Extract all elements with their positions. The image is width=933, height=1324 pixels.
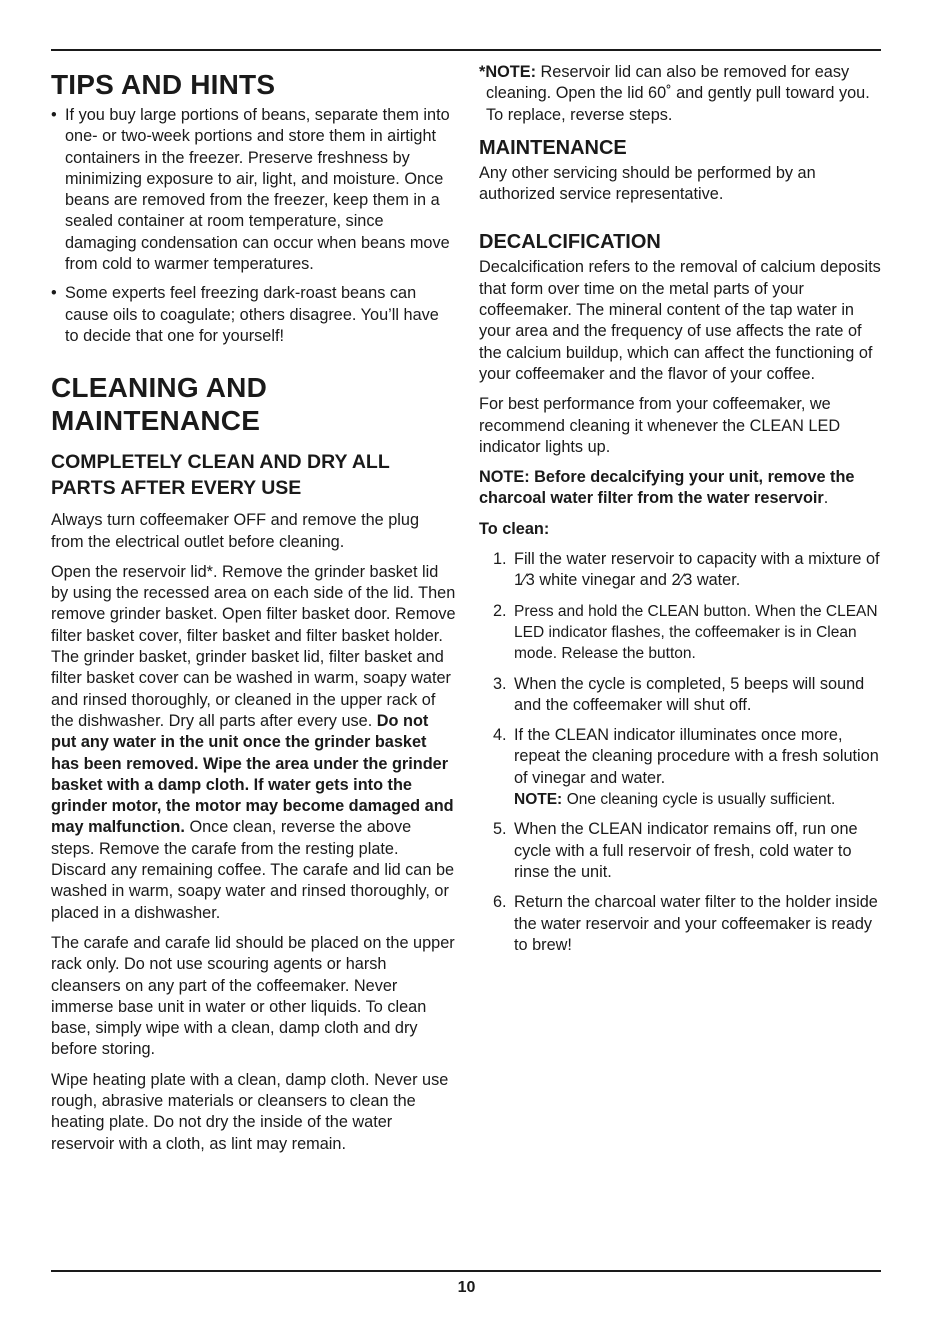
step-number: 4. (493, 726, 507, 745)
cleaning-text: Open the reservoir lid*. Remove the grinder basket lid by using the recessed area on each side of the lid. Then remove grinder basket. Open filter basket door. Remove filter basket cover, filter basket and filter basket holder. The grinder basket, grinder basket lid, filter basket and filter basket cover can be washed in warm, soapy water and rinsed thoroughly, or cleaned in the upper rack of the dishwasher. Dry all parts after every use. (51, 562, 456, 730)
cleaning-heading: CLEANING AND MAINTENANCE (51, 372, 268, 437)
decalcification-heading: DECALCIFICATION (479, 231, 661, 254)
step-text: When the CLEAN indicator remains off, run one cycle with a full reservoir of fresh, cold water to rinse the unit. (514, 820, 858, 881)
step-item (479, 725, 883, 810)
step-item (479, 819, 883, 883)
cleaning-paragraph (51, 562, 456, 924)
bullet-icon: • (51, 284, 57, 303)
step-note-label: NOTE: (514, 791, 563, 809)
decal-paragraph: Decalcification refers to the removal of calcium deposits that form over time on the metal parts of your coffeemaker. The mineral content of the tap water in your area and the frequency of use affects the rate of the calcium buildup, which can affect the functioning of your coffeemaker and the flavor of your coffee. (479, 258, 881, 383)
note-text: Reservoir lid can also be removed for easy cleaning. Open the lid 60˚ and gently pull toward you. To replace, reverse steps. (486, 63, 870, 124)
cleaning-warning: Do not put any water in the unit once the grinder basket has been removed. Wipe the area under the grinder basket with a damp cloth. If water gets into the grinder motor, the motor may become damaged and may malfunction. (51, 711, 454, 837)
step-number: 5. (493, 820, 507, 839)
step-number: 1. (493, 550, 507, 569)
bullet-icon: • (51, 106, 57, 124)
tips-list (51, 105, 456, 347)
decal-paragraph: For best performance from your coffeemaker, we recommend cleaning it whenever the CLEAN LED indicator lights up. (479, 395, 841, 456)
cleaning-subheading: COMPLETELY CLEAN AND DRY ALL PARTS AFTER EVERY USE (51, 451, 390, 500)
note-label: *NOTE: (479, 63, 536, 81)
decal-note (479, 467, 883, 510)
step-text: If the CLEAN indicator illuminates once more, repeat the cleaning procedure with a fresh solution of vinegar and water. (514, 726, 879, 787)
to-clean-label (479, 519, 883, 540)
maintenance-text: Any other servicing should be performed by an authorized service representative. (479, 163, 816, 204)
tips-heading: TIPS AND HINTS (51, 69, 276, 100)
decal-note-text: NOTE: Before decalcifying your unit, remove the charcoal water filter from the water reservoir (479, 468, 855, 508)
step-text: When the cycle is completed, 5 beeps will sound and the coffeemaker will shut off. (514, 674, 865, 714)
bottom-rule (51, 1270, 881, 1272)
step-item (479, 892, 883, 956)
left-column (51, 62, 456, 1164)
step-number: 6. (493, 893, 507, 912)
reservoir-note (479, 62, 883, 126)
tips-bullet-text: If you buy large portions of beans, separate them into one- or two-week portions and store them in airtight containers in the freezer. Preserve freshness by minimizing exposure to air, light, and moisture. Once beans are removed from the freezer, keep them in a sealed container at room temperature, since damaging condensation can occur when beans move from cold to warmer temperatures. (65, 106, 450, 274)
cleaning-paragraph: Always turn coffeemaker OFF and remove the plug from the electrical outlet before cleaning. (51, 511, 420, 551)
step-note-text: One cleaning cycle is usually sufficient. (566, 791, 836, 809)
cleaning-text: Once clean, reverse the above steps. Remove the carafe from the resting plate. Discard any remaining coffee. The carafe and lid can be washed in warm, soapy water and rinsed thoroughly, or placed in a dishwasher. (51, 818, 455, 922)
decal-note-end: . (823, 489, 829, 508)
tips-bullet (51, 283, 456, 347)
cleaning-paragraph: The carafe and carafe lid should be placed on the upper rack only. Do not use scouring agents or harsh cleansers on any part of the coffeemaker. Never immerse base unit in water or other liquids. To clean base, simply wipe with a clean, damp cloth and dry before storing. (51, 933, 455, 1059)
step-text: Return the charcoal water filter to the holder inside the water reservoir and your coffeemaker is ready to brew! (514, 893, 878, 954)
tips-bullet-text: Some experts feel freezing dark-roast beans can cause oils to coagulate; others disagree. You’ll have to decide that one for yourself! (65, 284, 439, 345)
top-rule (51, 49, 881, 51)
maintenance-heading: MAINTENANCE (479, 136, 627, 159)
step-item (479, 549, 883, 592)
step-text: Fill the water reservoir to capacity with a mixture of 1⁄3 white vinegar and 2⁄3 water. (514, 550, 880, 590)
to-clean-text: To clean: (479, 519, 550, 538)
right-column (479, 62, 883, 965)
step-item (479, 674, 883, 717)
cleaning-steps (479, 549, 883, 956)
tips-bullet (51, 105, 456, 275)
step-text: Press and hold the CLEAN button. When the CLEAN LED indicator flashes, the coffeemaker is in Clean mode. Release the button. (514, 602, 878, 663)
step-number: 2. (493, 601, 507, 620)
step-item (479, 601, 883, 665)
page-number: 10 (457, 1279, 476, 1296)
step-number: 3. (493, 674, 507, 693)
cleaning-paragraph: Wipe heating plate with a clean, damp cloth. Never use rough, abrasive materials or cleansers to clean the heating plate. Do not dry the inside of the water reservoir with a cloth, as lint may remain. (51, 1070, 449, 1153)
